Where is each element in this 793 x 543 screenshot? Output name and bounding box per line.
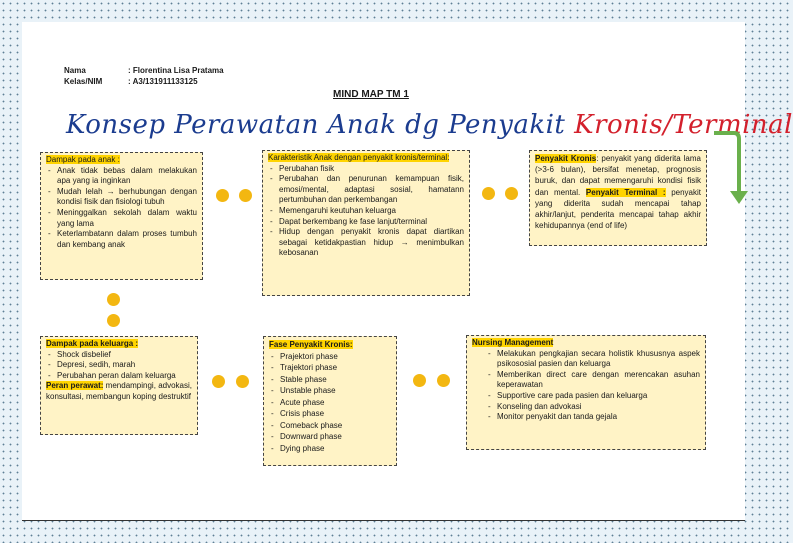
- list-item: - Shock disbelief: [46, 350, 192, 361]
- list-item: - Keterlambatann dalam proses tumbuh dan kembang anak: [46, 229, 197, 250]
- list-item: - Memberikan direct care dengan merencakan asuhan keperawatan: [486, 370, 700, 391]
- list-item: - Supportive care pada pasien dan keluarga: [486, 391, 700, 402]
- main-title-accent: Kronis/Terminal: [574, 110, 793, 140]
- peran-perawat-text: mendampingi, advokasi, konsultasi, membangun koping destruktif: [46, 381, 192, 401]
- list-item: - Monitor penyakit dan tanda gejala: [486, 412, 700, 423]
- box-dampak-keluarga: [40, 336, 198, 435]
- connector-dot: [505, 187, 518, 200]
- mind-map-label: MIND MAP TM 1: [333, 89, 409, 100]
- connector-dot: [107, 314, 120, 327]
- box-karakteristik: [262, 150, 470, 296]
- nim-value: : A3/131911133125: [128, 77, 198, 86]
- connector-dot: [239, 189, 252, 202]
- list-item: - Prajektori phase: [269, 351, 391, 363]
- list-item: - Downward phase: [269, 431, 391, 443]
- fase-list: [269, 351, 391, 455]
- name-value: : Florentina Lisa Pratama: [128, 66, 224, 75]
- student-info: [64, 65, 224, 87]
- terminal-text: penyakit yang diderita sudah mencapai tahap akhir/lanjut, penderita mencapai tahap akhir kehidupannya (end of life): [535, 187, 701, 231]
- dampak-anak-title: Dampak pada anak :: [46, 155, 120, 164]
- box-fase-penyakit: [263, 336, 397, 466]
- list-item: - Crisis phase: [269, 408, 391, 420]
- list-item: - Trajektori phase: [269, 362, 391, 374]
- main-title: [66, 110, 793, 140]
- list-item: - Dapat berkembang ke fase lanjut/terminal: [268, 217, 464, 228]
- connector-dot: [413, 374, 426, 387]
- nursing-title: Nursing Management: [472, 338, 554, 347]
- list-item: - Perubahan fisik: [268, 164, 464, 175]
- list-item: - Konseling dan advokasi: [486, 402, 700, 413]
- list-item: - Dying phase: [269, 443, 391, 455]
- karakteristik-list: [268, 164, 464, 259]
- fase-title: Fase Penyakit Kronis:: [269, 340, 353, 349]
- main-title-text: Konsep Perawatan Anak dg Penyakit: [66, 110, 575, 140]
- list-item: - Meninggalkan sekolah dalam waktu yang lama: [46, 208, 197, 229]
- box-nursing-management: [466, 335, 706, 450]
- kronis-text: : penyakit yang diderita lama (>3-6 bulan), bersifat menetap, prognosis buruk, dan dapat memengaruhi kondisi fisik dan mental.: [535, 154, 701, 197]
- connector-dot: [107, 293, 120, 306]
- list-item: - Comeback phase: [269, 420, 391, 432]
- name-key: Nama: [64, 66, 86, 75]
- list-item: - Mudah lelah → berhubungan dengan kondisi fisik dan fisiologi tubuh: [46, 187, 197, 208]
- connector-dot: [212, 375, 225, 388]
- list-item: - Melakukan pengkajian secara holistik khususnya aspek psikososial pasien dan keluarga: [486, 349, 700, 370]
- dampak-keluarga-list: [46, 350, 192, 382]
- karakteristik-title: Karakteristik Anak dengan penyakit kronis/terminal:: [268, 153, 450, 162]
- kronis-label: Penyakit Kronis: [535, 154, 597, 163]
- dampak-anak-list: [46, 166, 197, 251]
- dampak-keluarga-title: Dampak pada keluarga :: [46, 339, 139, 348]
- list-item: - Anak tidak bebas dalam melakukan apa yang ia inginkan: [46, 166, 197, 187]
- list-item: - Acute phase: [269, 397, 391, 409]
- connector-dot: [437, 374, 450, 387]
- connector-dot: [216, 189, 229, 202]
- list-item: - Perubahan dan penurunan kemampuan fisik, emosi/mental, adaptasi sosial, hamatann pertumbuhan dan perkembangan: [268, 174, 464, 206]
- peran-perawat-label: Peran perawat:: [46, 381, 104, 391]
- connector-dot: [236, 375, 249, 388]
- list-item: - Depresi, sedih, marah: [46, 360, 192, 371]
- connector-dot: [482, 187, 495, 200]
- terminal-label: Penyakit Terminal :: [585, 187, 666, 197]
- curved-arrow-icon: [712, 128, 744, 208]
- list-item: - Stable phase: [269, 374, 391, 386]
- box-penyakit-definisi: [529, 150, 707, 246]
- list-item: - Perubahan peran dalam keluarga: [46, 371, 192, 382]
- list-item: - Memengaruhi keutuhan keluarga: [268, 206, 464, 217]
- nim-key: Kelas/NIM: [64, 77, 103, 86]
- list-item: - Hidup dengan penyakit kronis dapat diartikan sebagai ketidakpastian hidup → menimbulkan kebosanan: [268, 227, 464, 259]
- box-dampak-anak: [40, 152, 203, 280]
- nursing-list: [472, 349, 700, 423]
- list-item: - Unstable phase: [269, 385, 391, 397]
